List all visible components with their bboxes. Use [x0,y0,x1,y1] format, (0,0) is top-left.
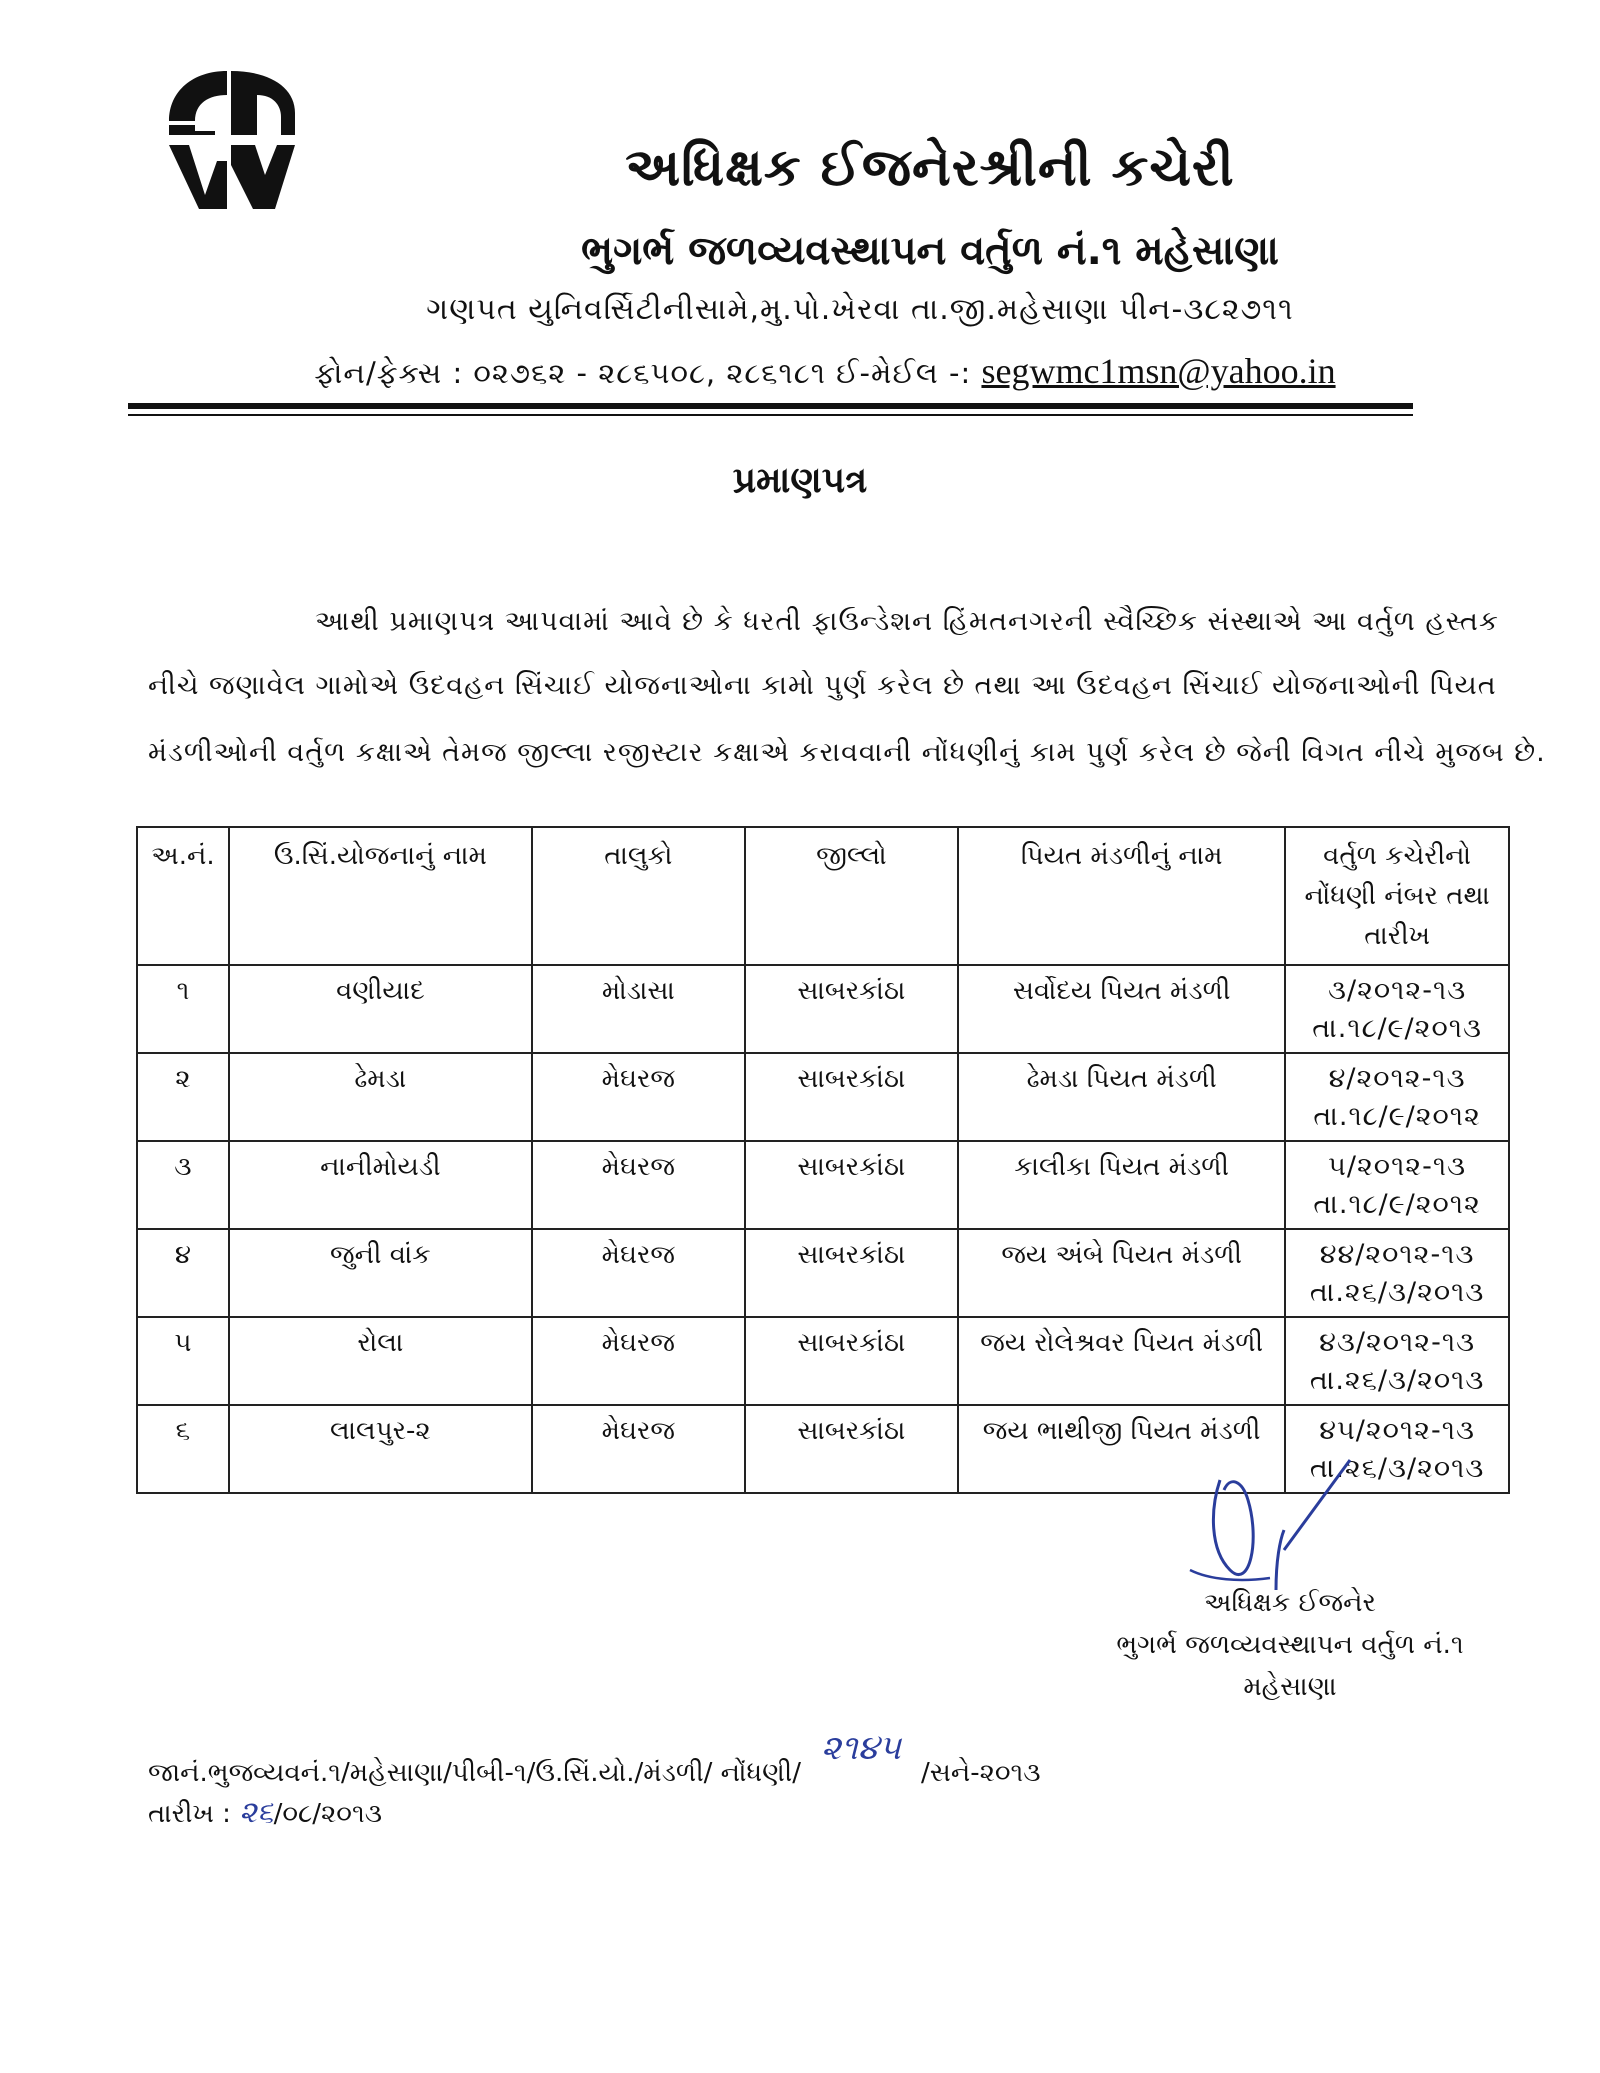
paragraph-line-2: નીચે જણાવેલ ગામોએ ઉદવહન સિંચાઈ યોજનાઓના કામો પુર્ણ કરેલ છે તથા આ ઉદવહન સિંચાઈ યોજનાઓની પિયત [148,670,1497,701]
reference-number [148,1728,1041,1790]
cell-society: જય રોલેશ્રવર પિયત મંડળી [958,1317,1285,1405]
reference-suffix: /સને-૨૦૧૩ [921,1758,1041,1788]
registration-number: ૫/૨૦૧૨-૧૩ [1328,1151,1467,1182]
cell-taluka: મેઘરજ [532,1229,745,1317]
registration-date: તા.૧૮/૯/૨૦૧૨ [1313,1101,1481,1132]
table-row [137,965,1509,1053]
office-subtitle: ભુગર્ભ જળવ્યવસ્થાપન વર્તુળ નં.૧ મહેસાણા [581,228,1279,274]
signatory-office: ભુગર્ભ જળવ્યવસ્થાપન વર્તુળ નં.૧ [1116,1630,1464,1660]
cell-society: સર્વોદય પિયત મંડળી [958,965,1285,1053]
cell-society: જય ભાથીજી પિયત મંડળી [958,1405,1285,1493]
cell-taluka: મેઘરજ [532,1405,745,1493]
header-divider-thin [128,414,1413,416]
contact-line [250,350,1400,392]
date-handwritten-day: ૨૬ [239,1795,274,1830]
email-link[interactable]: segwmc1msn@yahoo.in [981,351,1336,391]
cell-district: સાબરકાંઠા [745,1229,958,1317]
office-title: અધિક્ષક ઈજનેરશ્રીની કચેરી [625,138,1235,198]
paragraph-line-1: આથી પ્રમાણપત્ર આપવામાં આવે છે કે ધરતી ફાઉન્ડેશન હિંમતનગરની સ્વૈચ્છિક સંસ્થાએ આ વર્તુળ હસ્તક [315,606,1499,637]
reference-date [148,1795,382,1830]
registration-number: ૪૫/૨૦૧૨-૧૩ [1319,1415,1475,1446]
cell-registration [1285,1141,1509,1229]
cell-serial: ૪ [137,1229,229,1317]
cell-serial: ૨ [137,1053,229,1141]
cell-taluka: મેઘરજ [532,1141,745,1229]
registration-date: તા.૨૬/૩/૨૦૧૩ [1309,1365,1485,1396]
cell-society: જય અંબે પિયત મંડળી [958,1229,1285,1317]
date-rest: /૦૮/૨૦૧૩ [273,1799,383,1829]
signatory-block [1080,1582,1500,1708]
paragraph-line-3: મંડળીઓની વર્તુળ કક્ષાએ તેમજ જીલ્લા રજીસ્ટાર કક્ષાએ કરાવવાની નોંધણીનું કામ પુર્ણ કરેલ છે જેની વિગત નીચે મુજબ છે. [148,737,1546,768]
cell-registration [1285,965,1509,1053]
registration-number: ૪૩/૨૦૧૨-૧૩ [1319,1327,1476,1358]
table-row [137,1141,1509,1229]
cell-society: ઢેમડા પિયત મંડળી [958,1053,1285,1141]
cell-scheme: વણીયાદ [229,965,532,1053]
signatory-city: મહેસાણા [1243,1672,1337,1702]
cell-district: સાબરકાંઠા [745,1317,958,1405]
cell-scheme: નાનીમોયડી [229,1141,532,1229]
column-header-scheme: ઉ.સિં.યોજનાનું નામ [229,827,532,965]
cell-district: સાબરકાંઠા [745,1141,958,1229]
cell-scheme: જુની વાંક [229,1229,532,1317]
header-divider-thick [128,403,1413,409]
table-row [137,1229,1509,1317]
registration-number: ૪/૨૦૧૨-૧૩ [1328,1063,1466,1094]
cell-taluka: મોડાસા [532,965,745,1053]
registration-number: ૩/૨૦૧૨-૧૩ [1328,975,1467,1006]
cell-serial: ૩ [137,1141,229,1229]
registration-date: તા.૨૬/૩/૨૦૧૩ [1309,1453,1485,1484]
registration-date: તા.૨૬/૩/૨૦૧૩ [1309,1277,1485,1308]
document-heading: પ્રમાણપત્ર [732,460,868,501]
registration-table [136,826,1510,1494]
registration-number: ૪૪/૨૦૧૨-૧૩ [1319,1239,1475,1270]
table-row [137,1317,1509,1405]
table-header-row [137,827,1509,965]
registration-date: તા.૧૮/૯/૨૦૧૩ [1312,1013,1482,1044]
signature [1180,1440,1480,1600]
registration-date: તા.૧૮/૯/૨૦૧૨ [1313,1189,1481,1220]
cell-scheme: રોલા [229,1317,532,1405]
column-header-serial: અ.નં. [137,827,229,965]
contact-label: ફોન/ફેક્સ : ૦૨૭૬૨ - ૨૮૬૫૦૮, ૨૮૬૧૮૧ ઈ-મેઈલ -: [314,356,972,390]
column-header-taluka: તાલુકો [532,827,745,965]
column-header-registration: વર્તુળ કચેરીનો નોંધણી નંબર તથા તારીખ [1285,827,1509,965]
cell-serial: ૬ [137,1405,229,1493]
cell-serial: ૫ [137,1317,229,1405]
table-row [137,1053,1509,1141]
cell-society: કાલીકા પિયત મંડળી [958,1141,1285,1229]
date-label: તારીખ : [148,1799,231,1829]
cell-district: સાબરકાંઠા [745,965,958,1053]
column-header-district: જીલ્લો [745,827,958,965]
cell-scheme: લાલપુર-૨ [229,1405,532,1493]
reference-handwritten-number: ૨૧૪૫ [820,1728,902,1768]
cell-taluka: મેઘરજ [532,1053,745,1141]
cell-district: સાબરકાંઠા [745,1053,958,1141]
office-address: ગણપત યુનિવર્સિટીનીસામે,મુ.પો.ખેરવા તા.જી.મહેસાણા પીન-૩૮૨૭૧૧ [426,292,1294,327]
cell-serial: ૧ [137,965,229,1053]
table-body [137,965,1509,1493]
grwd-logo [155,65,300,215]
cell-district: સાબરકાંઠા [745,1405,958,1493]
cell-registration [1285,1229,1509,1317]
cell-taluka: મેઘરજ [532,1317,745,1405]
cell-registration [1285,1053,1509,1141]
signatory-title: અધિક્ષક ઈજનેર [1204,1588,1376,1618]
cell-scheme: ઢેમડા [229,1053,532,1141]
column-header-society: પિયત મંડળીનું નામ [958,827,1285,965]
cell-registration [1285,1317,1509,1405]
reference-prefix: જાનં.ભુજવ્યવનં.૧/મહેસાણા/પીબી-૧/ઉ.સિં.યો./મંડળી/ નોંધણી/ [148,1758,802,1788]
